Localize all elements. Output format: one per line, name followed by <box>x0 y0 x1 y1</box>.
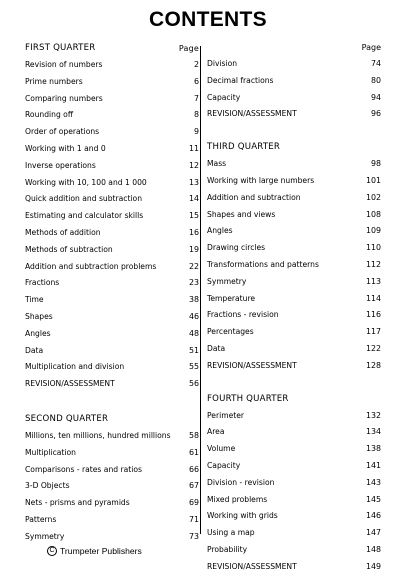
toc-entry-page: 146 <box>365 511 381 521</box>
toc-entry <box>25 242 199 259</box>
toc-entry-page: 9 <box>193 127 199 137</box>
toc-entry-page: 6 <box>193 76 199 86</box>
right-column <box>207 40 381 576</box>
toc-entry-label: Volume <box>207 444 236 454</box>
toc-entry-page: 11 <box>188 143 199 153</box>
toc-entry-label: Rounding off <box>25 110 74 120</box>
toc-entry-label: Inverse operations <box>25 160 96 170</box>
toc-entry-label: Estimating and calculator skills <box>25 211 144 221</box>
toc-entry-label: Probability <box>207 544 248 554</box>
toc-entry-page: 69 <box>188 498 199 508</box>
toc-entry-page: 122 <box>365 343 381 353</box>
toc-entry <box>207 291 381 308</box>
toc-entry <box>25 124 199 141</box>
toc-entry <box>25 478 199 495</box>
page-column-header-right: Page <box>361 43 381 52</box>
toc-entry-page: 145 <box>365 494 381 504</box>
toc-entry-label: Capacity <box>207 92 241 102</box>
toc-entry <box>207 542 381 559</box>
toc-entry <box>207 508 381 525</box>
toc-entry-page: 67 <box>188 481 199 491</box>
toc-entry-label: Mixed problems <box>207 494 268 504</box>
toc-entry <box>25 428 199 445</box>
toc-entry <box>25 309 199 326</box>
toc-entry-page: 61 <box>188 447 199 457</box>
toc-entry-page: 143 <box>365 477 381 487</box>
toc-entry-label: Order of operations <box>25 127 100 137</box>
toc-entry-label: Drawing circles <box>207 243 266 253</box>
column-divider <box>200 46 201 534</box>
toc-entry-page: 147 <box>365 528 381 538</box>
toc-entry-page: 116 <box>365 310 381 320</box>
toc-entry <box>207 274 381 291</box>
toc-entry <box>207 73 381 90</box>
toc-entry-label: Multiplication and division <box>25 362 125 372</box>
toc-entry-label: Shapes and views <box>207 209 276 219</box>
toc-entry-label: REVISION/ASSESSMENT <box>207 561 297 571</box>
toc-entry-label: REVISION/ASSESSMENT <box>207 360 297 370</box>
toc-entry <box>25 292 199 309</box>
toc-entry-page: 15 <box>188 211 199 221</box>
page-column-header: Page <box>178 44 199 53</box>
toc-entry <box>25 57 199 74</box>
toc-entry <box>25 462 199 479</box>
toc-entry <box>25 107 199 124</box>
toc-entry-label: Nets - prisms and pyramids <box>25 498 130 508</box>
first-quarter-heading-row <box>25 40 199 57</box>
toc-entry-label: Working with large numbers <box>207 175 315 185</box>
toc-entry-page: 108 <box>365 209 381 219</box>
toc-entry <box>207 358 381 375</box>
third-quarter-heading: THIRD QUARTER <box>207 142 281 153</box>
toc-entry-label: Addition and subtraction problems <box>25 261 157 271</box>
toc-entry-page: 13 <box>188 177 199 187</box>
toc-entry-page: 14 <box>188 194 199 204</box>
toc-entry <box>207 341 381 358</box>
toc-entry <box>25 141 199 158</box>
toc-entry-page: 56 <box>188 379 199 389</box>
toc-entry <box>207 458 381 475</box>
toc-entry-page: 96 <box>370 109 381 119</box>
second-quarter-list <box>25 428 199 546</box>
toc-entry-label: Capacity <box>207 460 241 470</box>
toc-entry-label: Symmetry <box>207 276 247 286</box>
toc-entry <box>25 495 199 512</box>
page-title: CONTENTS <box>149 8 267 31</box>
toc-entry-page: 71 <box>188 514 199 524</box>
toc-entry-page: 141 <box>365 460 381 470</box>
toc-entry-label: Angles <box>207 226 233 236</box>
toc-entry <box>207 207 381 224</box>
toc-entry <box>207 173 381 190</box>
toc-entry <box>207 90 381 107</box>
toc-entry-label: Millions, ten millions, hundred millions <box>25 430 171 440</box>
toc-entry-page: 149 <box>365 561 381 571</box>
toc-entry-label: Fractions <box>25 278 60 288</box>
toc-entry-label: Division - revision <box>207 477 275 487</box>
toc-entry-page: 51 <box>188 345 199 355</box>
toc-entry-label: Working with grids <box>207 511 278 521</box>
toc-entry <box>25 326 199 343</box>
toc-entry-label: Percentages <box>207 327 254 337</box>
toc-entry-label: Multiplication <box>25 447 76 457</box>
toc-entry-label: Working with 10, 100 and 1 000 <box>25 177 147 187</box>
toc-entry <box>207 475 381 492</box>
toc-entry-label: Methods of addition <box>25 227 101 237</box>
toc-entry-label: Symmetry <box>25 531 65 541</box>
fourth-quarter-list <box>207 408 381 576</box>
toc-entry-page: 109 <box>365 226 381 236</box>
toc-entry <box>25 445 199 462</box>
toc-entry-label: Fractions - revision <box>207 310 279 320</box>
toc-entry <box>207 559 381 576</box>
toc-entry-page: 112 <box>365 259 381 269</box>
toc-entry-page: 38 <box>188 295 199 305</box>
toc-entry-page: 110 <box>365 243 381 253</box>
toc-entry-page: 134 <box>365 427 381 437</box>
toc-entry-label: Prime numbers <box>25 76 83 86</box>
toc-entry-page: 128 <box>365 360 381 370</box>
toc-entry <box>25 225 199 242</box>
toc-entry-page: 98 <box>370 159 381 169</box>
toc-entry-page: 22 <box>188 261 199 271</box>
toc-entry-label: Transformations and patterns <box>207 259 319 269</box>
second-quarter-heading: SECOND QUARTER <box>25 413 109 424</box>
toc-entry <box>207 441 381 458</box>
toc-entry <box>25 74 199 91</box>
toc-entry-label: Methods of subtraction <box>25 244 113 254</box>
toc-entry-label: Temperature <box>207 293 256 303</box>
toc-entry <box>25 158 199 175</box>
toc-entry-page: 114 <box>365 293 381 303</box>
toc-entry-label: REVISION/ASSESSMENT <box>207 109 297 119</box>
toc-entry <box>207 190 381 207</box>
toc-entry-label: Division <box>207 59 238 68</box>
toc-entry <box>207 257 381 274</box>
toc-entry <box>25 191 199 208</box>
toc-entry-label: Addition and subtraction <box>207 192 301 202</box>
toc-entry-page: 58 <box>188 430 199 440</box>
toc-entry-label: Time <box>25 295 44 305</box>
toc-entry-label: Patterns <box>25 514 57 524</box>
toc-entry-page: 8 <box>193 110 199 120</box>
toc-entry <box>207 56 381 73</box>
toc-entry <box>25 208 199 225</box>
toc-entry-label: Comparisons - rates and ratios <box>25 464 142 474</box>
toc-entry-label: Data <box>207 343 226 353</box>
third-quarter-list <box>207 156 381 374</box>
first-quarter-heading: FIRST QUARTER <box>25 43 96 53</box>
toc-entry <box>25 175 199 192</box>
toc-entry-label: Quick addition and subtraction <box>25 194 143 204</box>
toc-entry <box>207 408 381 425</box>
toc-entry-page: 80 <box>370 75 381 85</box>
toc-entry-label: Angles <box>25 328 51 338</box>
toc-entry <box>207 307 381 324</box>
toc-entry-label: 3-D Objects <box>25 481 70 491</box>
toc-entry-page: 74 <box>370 59 381 68</box>
toc-entry <box>25 529 199 546</box>
toc-entry <box>207 492 381 509</box>
toc-entry-page: 113 <box>365 276 381 286</box>
toc-entry-label: Shapes <box>25 311 53 321</box>
toc-entry <box>25 376 199 393</box>
copyright-icon: C <box>47 546 57 556</box>
toc-entry <box>207 106 381 123</box>
fourth-quarter-heading: FOURTH QUARTER <box>207 393 289 404</box>
toc-entry-label: Decimal fractions <box>207 75 274 85</box>
toc-entry <box>25 343 199 360</box>
toc-entry-page: 48 <box>188 328 199 338</box>
toc-entry-page: 12 <box>188 160 199 170</box>
toc-entry-page: 66 <box>188 464 199 474</box>
toc-entry-label: Area <box>207 427 225 437</box>
toc-entry-label: Mass <box>207 159 227 169</box>
toc-entry <box>25 359 199 376</box>
toc-entry <box>207 324 381 341</box>
toc-entry-label: Using a map <box>207 528 255 538</box>
publisher-name: Trumpeter Publishers <box>60 546 142 556</box>
toc-entry <box>207 525 381 542</box>
toc-entry-page: 102 <box>365 192 381 202</box>
toc-entry-page: 2 <box>193 60 199 69</box>
toc-entry-page: 16 <box>188 227 199 237</box>
left-column <box>25 40 199 546</box>
toc-entry-page: 46 <box>188 311 199 321</box>
toc-entry <box>207 156 381 173</box>
toc-entry-page: 132 <box>365 410 381 420</box>
toc-entry <box>25 91 199 108</box>
toc-entry-label: Data <box>25 345 44 355</box>
continued-list <box>207 56 381 123</box>
toc-entry-page: 7 <box>193 93 199 103</box>
toc-entry-page: 19 <box>188 244 199 254</box>
toc-entry-page: 73 <box>188 531 199 541</box>
toc-entry-label: REVISION/ASSESSMENT <box>25 379 115 389</box>
toc-entry <box>25 275 199 292</box>
toc-entry-page: 148 <box>365 544 381 554</box>
toc-entry-page: 23 <box>188 278 199 288</box>
toc-entry <box>207 240 381 257</box>
toc-entry-page: 94 <box>370 92 381 102</box>
toc-entry <box>25 259 199 276</box>
toc-entry-label: Perimeter <box>207 410 245 420</box>
toc-entry-label: Working with 1 and 0 <box>25 143 106 153</box>
toc-entry <box>207 424 381 441</box>
toc-entry-page: 101 <box>365 175 381 185</box>
toc-entry <box>207 223 381 240</box>
toc-entry-label: Comparing numbers <box>25 93 103 103</box>
toc-entry-page: 55 <box>188 362 199 372</box>
toc-entry-page: 138 <box>365 444 381 454</box>
toc-entry-label: Revision of numbers <box>25 60 103 69</box>
toc-entry-page: 117 <box>365 327 381 337</box>
footer <box>47 546 142 556</box>
first-quarter-list <box>25 57 199 393</box>
toc-entry <box>25 512 199 529</box>
